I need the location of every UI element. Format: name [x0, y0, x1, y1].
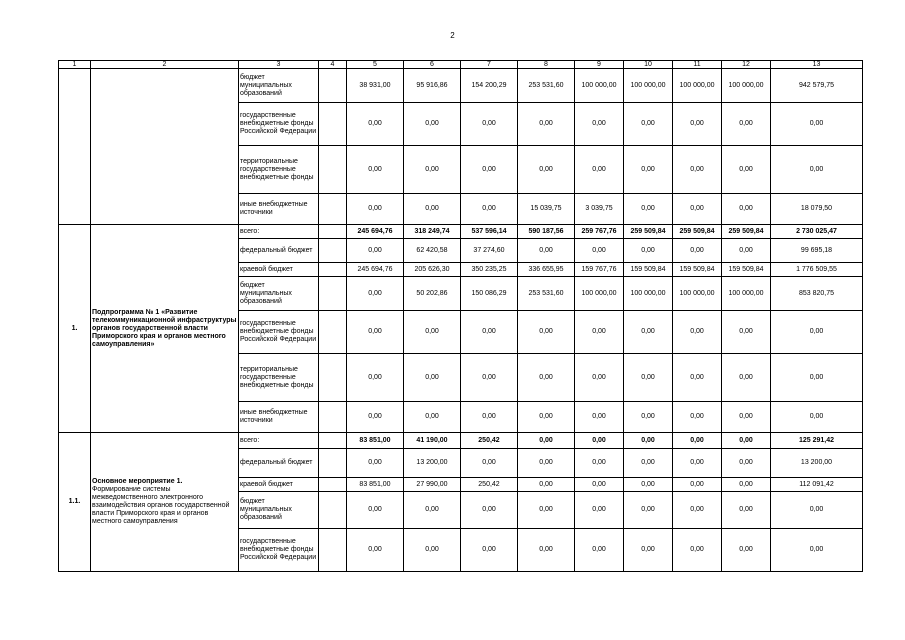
value-cell: 159 509,84: [624, 263, 673, 277]
empty-cell: [319, 103, 347, 146]
value-cell: 0,00: [347, 492, 404, 529]
value-cell: 0,00: [771, 529, 863, 572]
value-cell: 0,00: [575, 529, 624, 572]
value-cell: 100 000,00: [722, 277, 771, 311]
value-cell: 125 291,42: [771, 433, 863, 449]
value-cell: 0,00: [575, 103, 624, 146]
activity-name: [91, 433, 239, 572]
value-cell: 0,00: [673, 402, 722, 433]
value-cell: 15 039,75: [518, 194, 575, 225]
value-cell: 0,00: [518, 433, 575, 449]
value-cell: 0,00: [771, 103, 863, 146]
value-cell: 0,00: [347, 277, 404, 311]
empty-cell: [319, 449, 347, 478]
value-cell: 99 695,18: [771, 239, 863, 263]
column-header: 7: [461, 61, 518, 69]
value-cell: 0,00: [722, 492, 771, 529]
column-header: 11: [673, 61, 722, 69]
value-cell: 0,00: [461, 311, 518, 354]
table-row: [59, 69, 863, 103]
value-cell: 0,00: [624, 239, 673, 263]
value-cell: 253 531,60: [518, 277, 575, 311]
value-cell: 0,00: [518, 146, 575, 194]
value-cell: 0,00: [347, 194, 404, 225]
value-cell: 0,00: [722, 194, 771, 225]
value-cell: 0,00: [673, 449, 722, 478]
value-cell: 159 767,76: [575, 263, 624, 277]
budget-table: [58, 60, 863, 572]
activity-description: Формирование системы межведомственного электронного взаимодействия органов государственной власти Приморского края и органов местного самоуправления: [92, 486, 230, 525]
value-cell: 0,00: [624, 103, 673, 146]
source-cell: иные внебюджетные источники: [239, 194, 319, 225]
table-row: [59, 433, 863, 449]
column-header: 13: [771, 61, 863, 69]
value-cell: 0,00: [722, 311, 771, 354]
source-cell: всего:: [239, 433, 319, 449]
value-cell: 100 000,00: [624, 277, 673, 311]
value-cell: 0,00: [461, 449, 518, 478]
value-cell: 0,00: [673, 311, 722, 354]
value-cell: 83 851,00: [347, 433, 404, 449]
value-cell: 159 509,84: [722, 263, 771, 277]
empty-cell: [319, 69, 347, 103]
empty-cell: [319, 402, 347, 433]
column-header: 2: [91, 61, 239, 69]
value-cell: 245 694,76: [347, 263, 404, 277]
value-cell: 0,00: [771, 146, 863, 194]
empty-cell: [319, 225, 347, 239]
value-cell: 159 509,84: [673, 263, 722, 277]
value-cell: 0,00: [673, 529, 722, 572]
value-cell: 0,00: [624, 433, 673, 449]
value-cell: 259 509,84: [624, 225, 673, 239]
value-cell: 0,00: [624, 478, 673, 492]
value-cell: 27 990,00: [404, 478, 461, 492]
value-cell: 0,00: [347, 103, 404, 146]
empty-cell: [319, 492, 347, 529]
value-cell: 3 039,75: [575, 194, 624, 225]
value-cell: 0,00: [347, 354, 404, 402]
column-header: 6: [404, 61, 461, 69]
value-cell: 100 000,00: [575, 277, 624, 311]
value-cell: 590 187,56: [518, 225, 575, 239]
empty-cell: [319, 354, 347, 402]
value-cell: 0,00: [624, 529, 673, 572]
empty-cell: [319, 263, 347, 277]
value-cell: 0,00: [722, 402, 771, 433]
empty-cell: [319, 311, 347, 354]
value-cell: 259 509,84: [673, 225, 722, 239]
value-cell: 0,00: [404, 311, 461, 354]
source-cell: территориальные государственные внебюджетные фонды: [239, 146, 319, 194]
activity-title: Основное мероприятие 1.: [92, 478, 183, 485]
value-cell: 18 079,50: [771, 194, 863, 225]
value-cell: 0,00: [673, 239, 722, 263]
value-cell: 1 776 509,55: [771, 263, 863, 277]
value-cell: 13 200,00: [771, 449, 863, 478]
source-cell: государственные внебюджетные фонды Российской Федерации: [239, 529, 319, 572]
value-cell: 0,00: [575, 492, 624, 529]
value-cell: 0,00: [461, 354, 518, 402]
value-cell: 100 000,00: [673, 277, 722, 311]
value-cell: 0,00: [347, 311, 404, 354]
value-cell: 0,00: [575, 354, 624, 402]
empty-cell: [319, 529, 347, 572]
row-index: 1.1.: [59, 433, 91, 572]
empty-cell: [319, 239, 347, 263]
empty-cell: [319, 146, 347, 194]
value-cell: 0,00: [347, 529, 404, 572]
value-cell: 0,00: [461, 103, 518, 146]
header-row: [59, 61, 863, 69]
value-cell: 318 249,74: [404, 225, 461, 239]
value-cell: 2 730 025,47: [771, 225, 863, 239]
value-cell: 0,00: [722, 146, 771, 194]
program-name: Подпрограмма № 1 «Развитие телекоммуникационной инфраструктуры органов государственной власти Приморского края и органов местного самоуправления»: [91, 225, 239, 433]
empty-cell: [319, 478, 347, 492]
source-cell: бюджет муниципальных образований: [239, 492, 319, 529]
value-cell: 0,00: [461, 529, 518, 572]
value-cell: 0,00: [461, 194, 518, 225]
value-cell: 853 820,75: [771, 277, 863, 311]
value-cell: 0,00: [347, 449, 404, 478]
value-cell: 112 091,42: [771, 478, 863, 492]
value-cell: 0,00: [404, 402, 461, 433]
column-header: 1: [59, 61, 91, 69]
value-cell: 0,00: [404, 194, 461, 225]
value-cell: 0,00: [404, 103, 461, 146]
value-cell: 0,00: [673, 433, 722, 449]
value-cell: 0,00: [722, 354, 771, 402]
value-cell: 100 000,00: [624, 69, 673, 103]
value-cell: 37 274,60: [461, 239, 518, 263]
value-cell: 0,00: [518, 492, 575, 529]
value-cell: 0,00: [404, 146, 461, 194]
source-cell: территориальные государственные внебюджетные фонды: [239, 354, 319, 402]
value-cell: 0,00: [771, 492, 863, 529]
empty-cell: [319, 433, 347, 449]
page-number: 2: [450, 31, 455, 40]
value-cell: 0,00: [518, 402, 575, 433]
value-cell: 150 086,29: [461, 277, 518, 311]
value-cell: 336 655,95: [518, 263, 575, 277]
row-index: 1.: [59, 225, 91, 433]
value-cell: 62 420,58: [404, 239, 461, 263]
value-cell: 350 235,25: [461, 263, 518, 277]
source-cell: бюджет муниципальных образований: [239, 277, 319, 311]
name-cell-empty: [91, 69, 239, 225]
value-cell: 0,00: [722, 239, 771, 263]
value-cell: 0,00: [461, 146, 518, 194]
value-cell: 0,00: [624, 449, 673, 478]
value-cell: 0,00: [575, 311, 624, 354]
value-cell: 259 767,76: [575, 225, 624, 239]
source-cell: государственные внебюджетные фонды Российской Федерации: [239, 311, 319, 354]
value-cell: 0,00: [518, 239, 575, 263]
value-cell: 0,00: [624, 146, 673, 194]
value-cell: 942 579,75: [771, 69, 863, 103]
value-cell: 250,42: [461, 478, 518, 492]
value-cell: 0,00: [518, 449, 575, 478]
value-cell: 0,00: [575, 433, 624, 449]
value-cell: 0,00: [673, 194, 722, 225]
value-cell: 0,00: [771, 311, 863, 354]
value-cell: 100 000,00: [722, 69, 771, 103]
value-cell: 83 851,00: [347, 478, 404, 492]
value-cell: 0,00: [518, 103, 575, 146]
value-cell: 0,00: [518, 311, 575, 354]
value-cell: 0,00: [673, 478, 722, 492]
value-cell: 245 694,76: [347, 225, 404, 239]
value-cell: 250,42: [461, 433, 518, 449]
value-cell: 253 531,60: [518, 69, 575, 103]
value-cell: 41 190,00: [404, 433, 461, 449]
empty-cell: [319, 277, 347, 311]
value-cell: 0,00: [347, 146, 404, 194]
value-cell: 0,00: [624, 354, 673, 402]
source-cell: иные внебюджетные источники: [239, 402, 319, 433]
column-header: 4: [319, 61, 347, 69]
column-header: 9: [575, 61, 624, 69]
source-cell: государственные внебюджетные фонды Российской Федерации: [239, 103, 319, 146]
value-cell: 0,00: [575, 146, 624, 194]
column-header: 3: [239, 61, 319, 69]
value-cell: 0,00: [347, 402, 404, 433]
value-cell: 0,00: [673, 354, 722, 402]
column-header: 12: [722, 61, 771, 69]
value-cell: 0,00: [575, 239, 624, 263]
value-cell: 0,00: [347, 239, 404, 263]
value-cell: 0,00: [722, 529, 771, 572]
value-cell: 205 626,30: [404, 263, 461, 277]
value-cell: 0,00: [518, 478, 575, 492]
value-cell: 0,00: [722, 433, 771, 449]
value-cell: 0,00: [722, 478, 771, 492]
value-cell: 0,00: [624, 402, 673, 433]
value-cell: 50 202,86: [404, 277, 461, 311]
value-cell: 259 509,84: [722, 225, 771, 239]
value-cell: 0,00: [771, 402, 863, 433]
value-cell: 95 916,86: [404, 69, 461, 103]
source-cell: всего:: [239, 225, 319, 239]
value-cell: 0,00: [518, 529, 575, 572]
source-cell: федеральный бюджет: [239, 239, 319, 263]
index-cell-empty: [59, 69, 91, 225]
value-cell: 100 000,00: [575, 69, 624, 103]
value-cell: 0,00: [461, 402, 518, 433]
value-cell: 0,00: [461, 492, 518, 529]
column-header: 10: [624, 61, 673, 69]
value-cell: 0,00: [518, 354, 575, 402]
value-cell: 13 200,00: [404, 449, 461, 478]
value-cell: 100 000,00: [673, 69, 722, 103]
value-cell: 154 200,29: [461, 69, 518, 103]
value-cell: 0,00: [722, 103, 771, 146]
source-cell: бюджет муниципальных образований: [239, 69, 319, 103]
source-cell: федеральный бюджет: [239, 449, 319, 478]
source-cell: краевой бюджет: [239, 263, 319, 277]
column-header: 8: [518, 61, 575, 69]
value-cell: 0,00: [404, 492, 461, 529]
value-cell: 0,00: [624, 492, 673, 529]
value-cell: 0,00: [575, 478, 624, 492]
value-cell: 0,00: [673, 492, 722, 529]
value-cell: 0,00: [771, 354, 863, 402]
table-row: [59, 225, 863, 239]
value-cell: 0,00: [673, 146, 722, 194]
value-cell: 0,00: [673, 103, 722, 146]
source-cell: краевой бюджет: [239, 478, 319, 492]
value-cell: 0,00: [575, 449, 624, 478]
value-cell: 38 931,00: [347, 69, 404, 103]
value-cell: 0,00: [404, 529, 461, 572]
value-cell: 0,00: [624, 194, 673, 225]
empty-cell: [319, 194, 347, 225]
value-cell: 0,00: [575, 402, 624, 433]
column-header: 5: [347, 61, 404, 69]
value-cell: 537 596,14: [461, 225, 518, 239]
value-cell: 0,00: [624, 311, 673, 354]
value-cell: 0,00: [404, 354, 461, 402]
value-cell: 0,00: [722, 449, 771, 478]
